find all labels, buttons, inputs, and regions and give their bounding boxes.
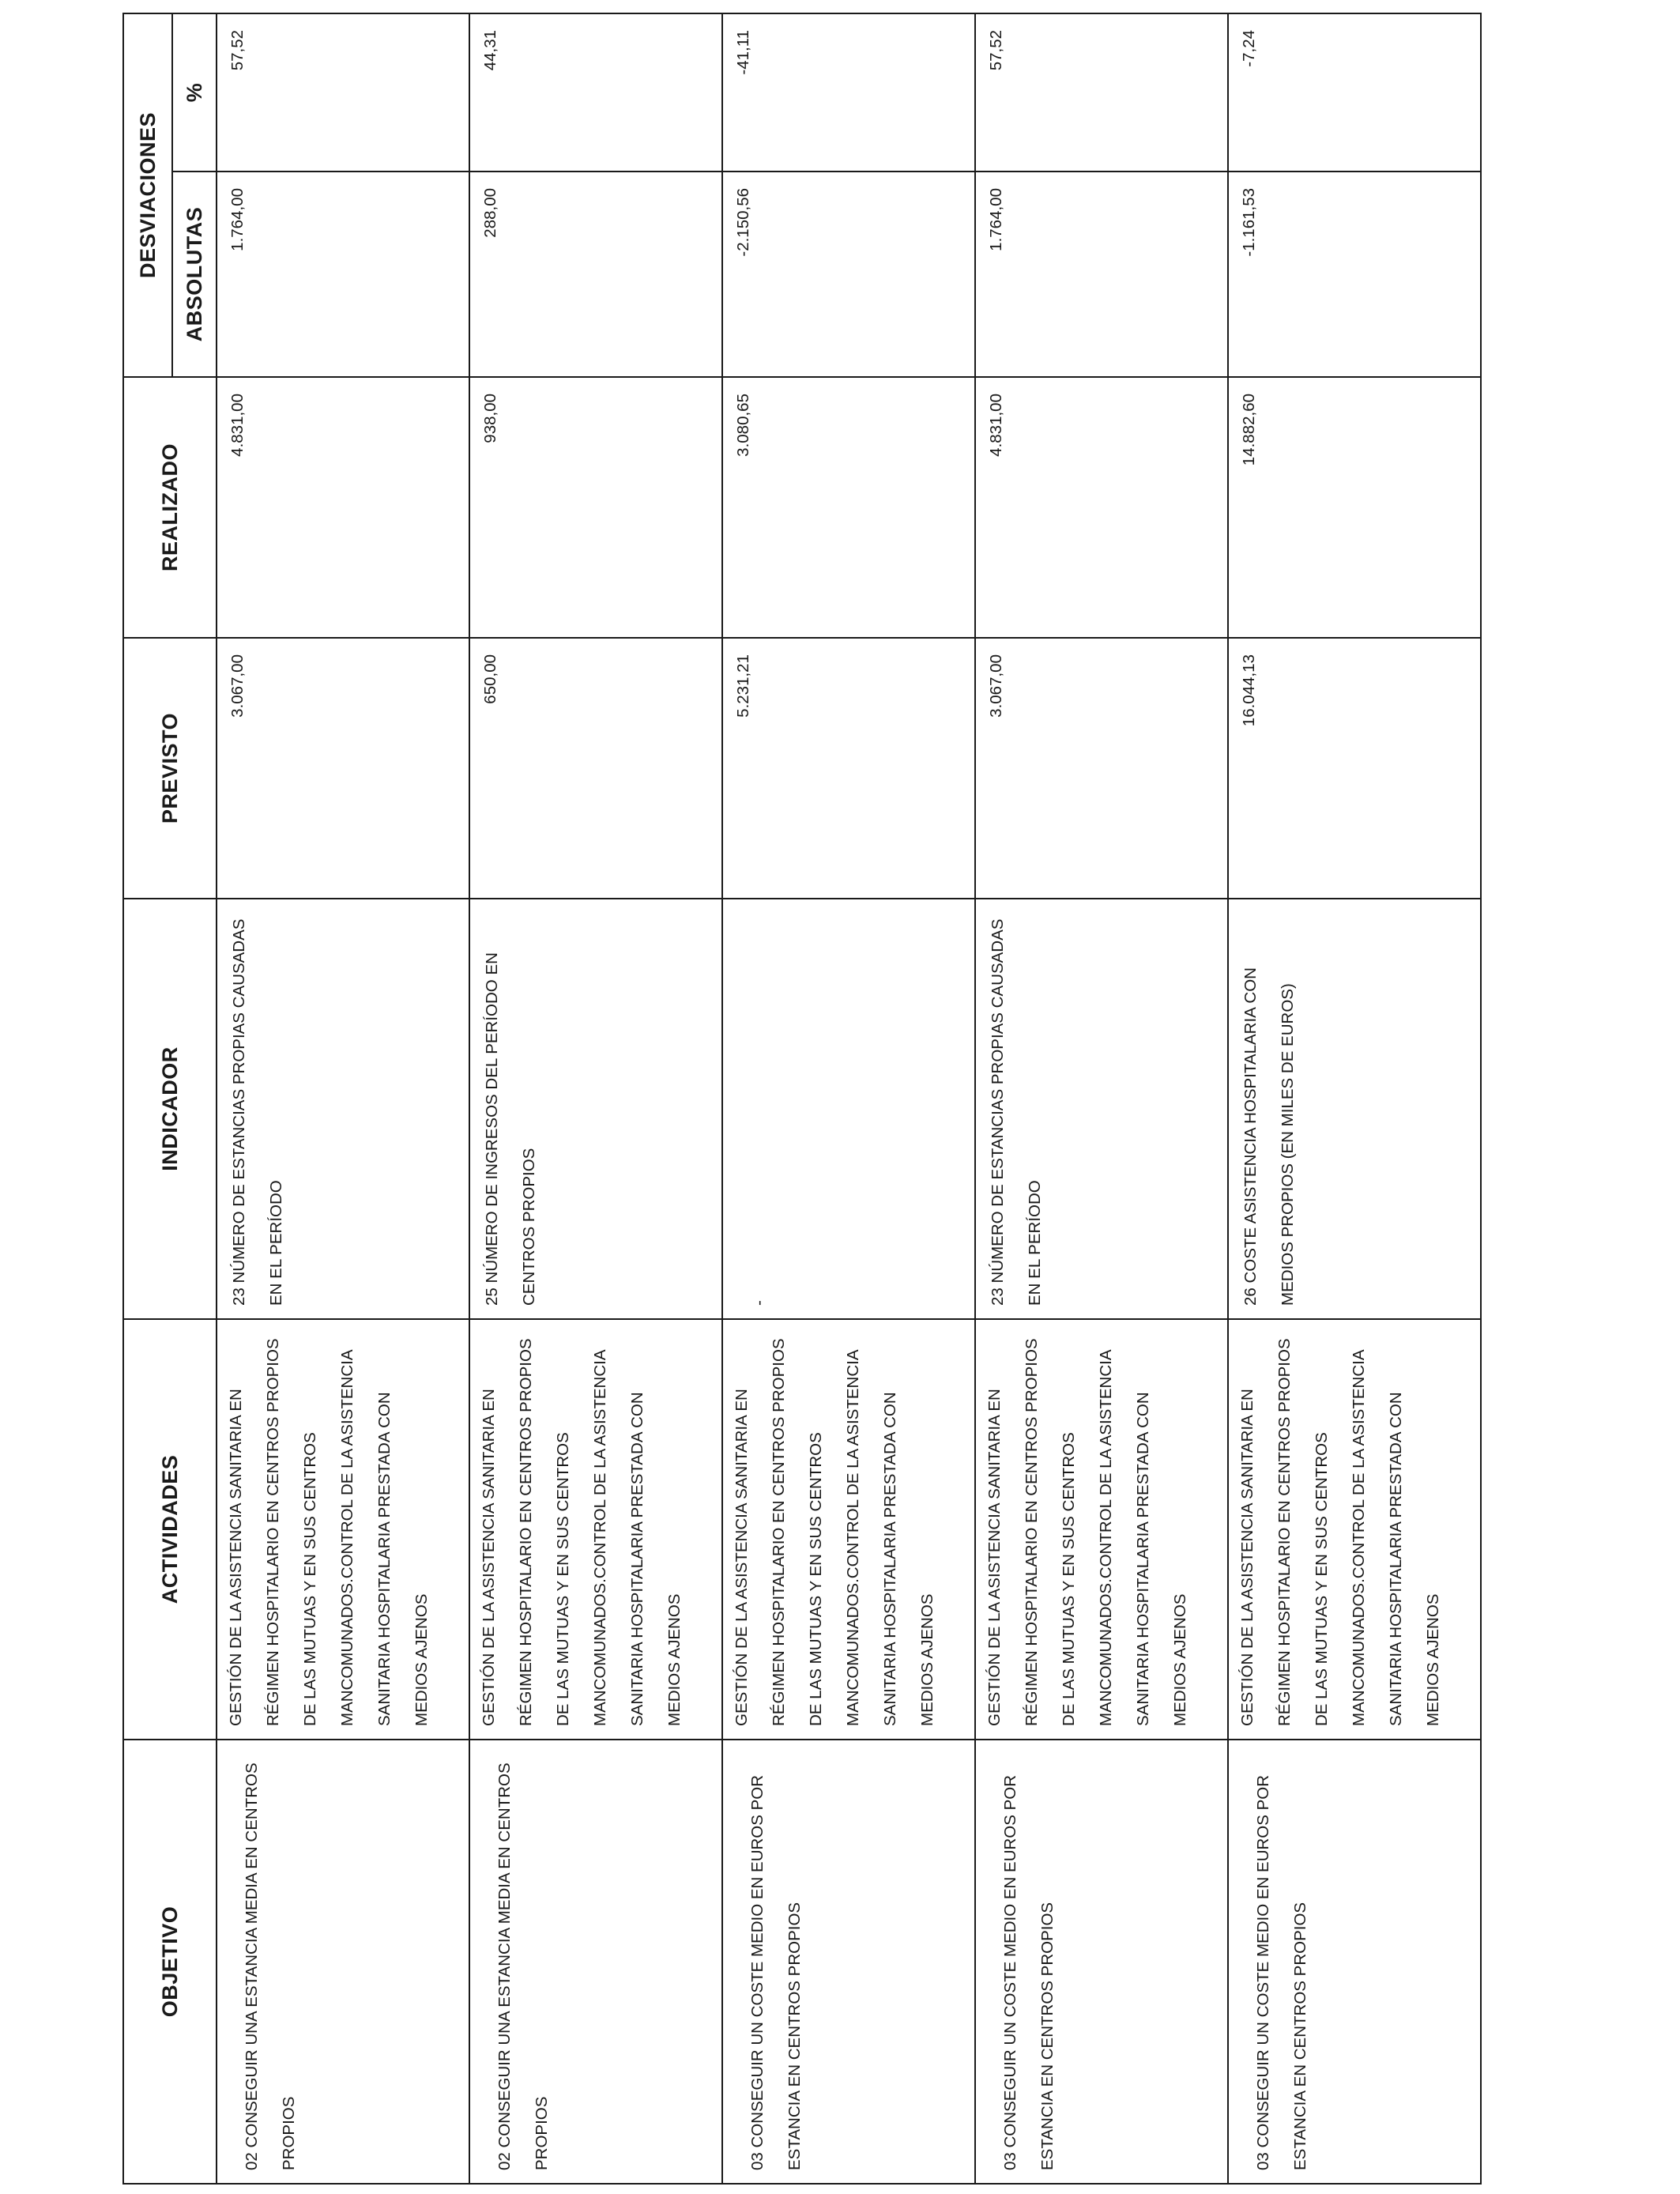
cell-realizado: 938,00 (469, 377, 722, 638)
cell-absolutas: -1.161,53 (1228, 172, 1481, 377)
cell-porcentaje: -41,11 (722, 13, 975, 172)
cell-objetivo: 03 CONSEGUIR UN COSTE MEDIO EN EUROS POR ESTANCIA EN CENTROS PROPIOS (1228, 1740, 1481, 2184)
cell-porcentaje: 57,52 (217, 13, 469, 172)
cell-absolutas: 288,00 (469, 172, 722, 377)
cell-absolutas: 1.764,00 (975, 172, 1228, 377)
table-row (722, 13, 975, 2184)
cell-indicador: 25 NÚMERO DE INGRESOS DEL PERÍODO EN CENTROS PROPIOS (469, 899, 722, 1319)
cell-actividades: GESTIÓN DE LA ASISTENCIA SANITARIA EN RÉGIMEN HOSPITALARIO EN CENTROS PROPIOS DE LAS MUTUAS Y EN SUS CENTROS MANCOMUNADOS.CONTROL DE LA ASISTENCIA SANITARIA HOSPITALARIA PRESTADA CON MEDIOS AJENOS (975, 1319, 1228, 1740)
cell-porcentaje: 44,31 (469, 13, 722, 172)
table-row (217, 13, 469, 2184)
cell-previsto: 5.231,21 (722, 638, 975, 899)
cell-porcentaje: -7,24 (1228, 13, 1481, 172)
cell-previsto: 3.067,00 (975, 638, 1228, 899)
table-row (469, 13, 722, 2184)
cell-actividades: GESTIÓN DE LA ASISTENCIA SANITARIA EN RÉGIMEN HOSPITALARIO EN CENTROS PROPIOS DE LAS MUTUAS Y EN SUS CENTROS MANCOMUNADOS.CONTROL DE LA ASISTENCIA SANITARIA HOSPITALARIA PRESTADA CON MEDIOS AJENOS (217, 1319, 469, 1740)
table-row (975, 13, 1228, 2184)
cell-objetivo: 03 CONSEGUIR UN COSTE MEDIO EN EUROS POR ESTANCIA EN CENTROS PROPIOS (722, 1740, 975, 2184)
header-absolutas: ABSOLUTAS (172, 172, 217, 377)
cell-actividades: GESTIÓN DE LA ASISTENCIA SANITARIA EN RÉGIMEN HOSPITALARIO EN CENTROS PROPIOS DE LAS MUTUAS Y EN SUS CENTROS MANCOMUNADOS.CONTROL DE LA ASISTENCIA SANITARIA HOSPITALARIA PRESTADA CON MEDIOS AJENOS (469, 1319, 722, 1740)
header-previsto: PREVISTO (123, 638, 217, 899)
header-desviaciones: DESVIACIONES (123, 13, 172, 377)
cell-indicador: - (722, 899, 975, 1319)
cell-realizado: 3.080,65 (722, 377, 975, 638)
table-row (1228, 13, 1481, 2184)
rotated-page (122, 14, 1478, 2185)
cell-indicador: 23 NÚMERO DE ESTANCIAS PROPIAS CAUSADAS EN EL PERÍODO (975, 899, 1228, 1319)
cell-realizado: 4.831,00 (217, 377, 469, 638)
cell-actividades: GESTIÓN DE LA ASISTENCIA SANITARIA EN RÉGIMEN HOSPITALARIO EN CENTROS PROPIOS DE LAS MUTUAS Y EN SUS CENTROS MANCOMUNADOS.CONTROL DE LA ASISTENCIA SANITARIA HOSPITALARIA PRESTADA CON MEDIOS AJENOS (1228, 1319, 1481, 1740)
cell-porcentaje: 57,52 (975, 13, 1228, 172)
cell-indicador: 26 COSTE ASISTENCIA HOSPITALARIA CON MEDIOS PROPIOS (EN MILES DE EUROS) (1228, 899, 1481, 1319)
cell-previsto: 16.044,13 (1228, 638, 1481, 899)
header-objetivo: OBJETIVO (123, 1740, 217, 2184)
cell-absolutas: -2.150,56 (722, 172, 975, 377)
header-indicador: INDICADOR (123, 899, 217, 1319)
cell-objetivo: 03 CONSEGUIR UN COSTE MEDIO EN EUROS POR ESTANCIA EN CENTROS PROPIOS (975, 1740, 1228, 2184)
objectives-table (122, 13, 1482, 2185)
header-porcentaje: % (172, 13, 217, 172)
cell-previsto: 3.067,00 (217, 638, 469, 899)
cell-indicador: 23 NÚMERO DE ESTANCIAS PROPIAS CAUSADAS EN EL PERÍODO (217, 899, 469, 1319)
header-realizado: REALIZADO (123, 377, 217, 638)
cell-objetivo: 02 CONSEGUIR UNA ESTANCIA MEDIA EN CENTROS PROPIOS (469, 1740, 722, 2184)
cell-previsto: 650,00 (469, 638, 722, 899)
cell-absolutas: 1.764,00 (217, 172, 469, 377)
cell-realizado: 4.831,00 (975, 377, 1228, 638)
cell-actividades: GESTIÓN DE LA ASISTENCIA SANITARIA EN RÉGIMEN HOSPITALARIO EN CENTROS PROPIOS DE LAS MUTUAS Y EN SUS CENTROS MANCOMUNADOS.CONTROL DE LA ASISTENCIA SANITARIA HOSPITALARIA PRESTADA CON MEDIOS AJENOS (722, 1319, 975, 1740)
cell-objetivo: 02 CONSEGUIR UNA ESTANCIA MEDIA EN CENTROS PROPIOS (217, 1740, 469, 2184)
header-actividades: ACTIVIDADES (123, 1319, 217, 1740)
cell-realizado: 14.882,60 (1228, 377, 1481, 638)
